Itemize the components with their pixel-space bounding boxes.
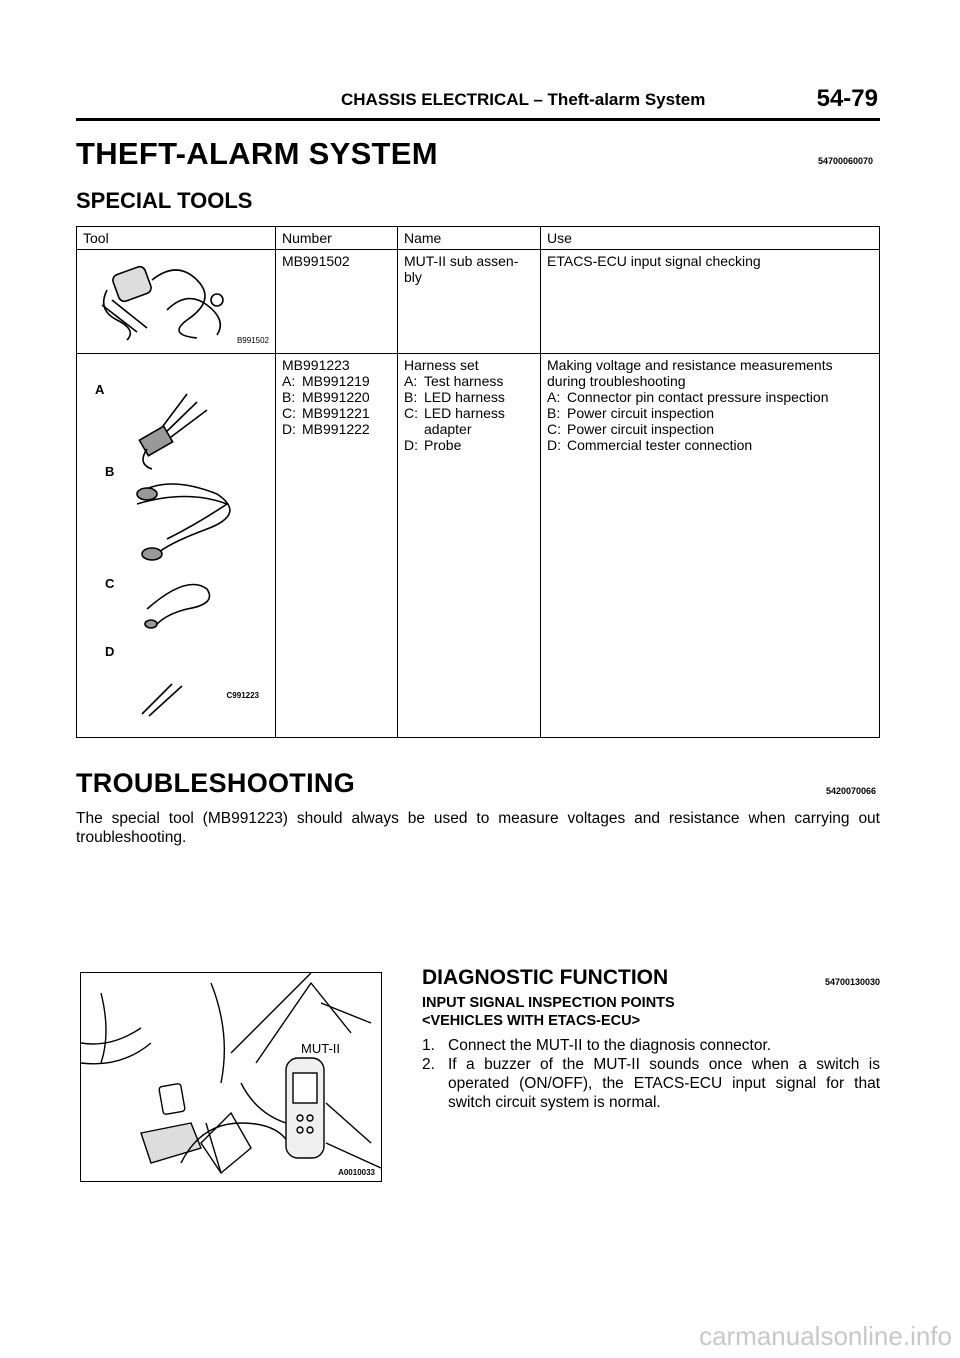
diagnostic-subheading-vehicles: <VEHICLES WITH ETACS-ECU> [422, 1013, 641, 1029]
table-row [77, 354, 880, 738]
item-key: C: [282, 405, 296, 421]
item-key: A: [404, 373, 418, 389]
tool-image-code: B991502 [236, 336, 269, 345]
col-header-number: Number [276, 227, 398, 250]
item-key: C: [547, 421, 561, 437]
tool-image-cell [77, 354, 276, 738]
col-header-name: Name [398, 227, 541, 250]
special-tools-heading: SPECIAL TOOLS [76, 188, 253, 213]
watermark-footer: carmanualsonline.info [699, 1321, 952, 1351]
item-key: D: [547, 437, 561, 453]
main-title: THEFT-ALARM SYSTEM [76, 136, 438, 171]
tool-image-cell [77, 250, 276, 354]
troubleshooting-code: 5420070066 [826, 786, 877, 796]
mut-ii-connection-illustration [81, 973, 381, 1181]
figure-label: MUT-II [301, 1041, 340, 1056]
page-number: 54-79 [816, 85, 878, 112]
diagnostic-section [422, 966, 880, 1112]
tool-number: MB991502 [276, 250, 398, 354]
tool-use-cell [541, 354, 880, 738]
item-key: D: [404, 437, 418, 453]
harness-set-illustration [77, 354, 263, 732]
tool-name: Harness set [404, 357, 479, 373]
item-key: B: [404, 389, 418, 405]
item-value: Connector pin contact pressure inspection [567, 389, 829, 405]
item-value: Power circuit inspection [567, 405, 715, 421]
item-value: MB991219 [302, 373, 370, 389]
item-value: Commercial tester connection [567, 437, 753, 453]
tool-number: MB991223 [282, 357, 350, 373]
step-number: 2. [422, 1056, 435, 1073]
troubleshooting-text: The special tool (MB991223) should always be used to measure voltages and resistance when carrying out troubleshooting. [76, 810, 880, 846]
main-title-code: 54700060070 [818, 156, 874, 166]
tool-name-cell [398, 354, 541, 738]
item-key: B: [547, 405, 561, 421]
diagnostic-steps [422, 1036, 880, 1112]
item-value: LED harness [424, 389, 505, 405]
item-key: A: [282, 373, 296, 389]
diagnosis-figure [80, 972, 382, 1182]
header-rule [76, 118, 880, 121]
item-value: LED harness adapter [424, 405, 505, 437]
special-tools-table [76, 226, 880, 738]
tool-name: MUT-II sub assen-bly [398, 250, 541, 354]
item-key: B: [282, 389, 296, 405]
image-label-c: C [105, 576, 115, 591]
section-title: CHASSIS ELECTRICAL – Theft-alarm System [341, 90, 706, 109]
step-text: Connect the MUT-II to the diagnosis connector. [448, 1037, 772, 1054]
diagnostic-subheading: INPUT SIGNAL INSPECTION POINTS [422, 995, 675, 1011]
tool-use: ETACS-ECU input signal checking [541, 250, 880, 354]
item-key: D: [282, 421, 296, 437]
image-label-a: A [95, 382, 105, 397]
item-key: C: [404, 405, 418, 421]
list-item [422, 1036, 880, 1055]
item-value: MB991221 [302, 405, 370, 421]
item-value: MB991222 [302, 421, 370, 437]
step-text: If a buzzer of the MUT-II sounds once when a switch is operated (ON/OFF), the ETACS-ECU input signal for that switch circuit system is normal. [448, 1056, 880, 1111]
col-header-tool: Tool [77, 227, 276, 250]
troubleshooting-heading: TROUBLESHOOTING [76, 768, 355, 798]
diagnostic-heading: DIAGNOSTIC FUNCTION [422, 966, 669, 989]
item-value: Test harness [424, 373, 504, 389]
diagnostic-code: 54700130030 [824, 977, 880, 987]
table-header-row [77, 227, 880, 250]
tool-image-code: C991223 [226, 691, 259, 700]
item-value: MB991220 [302, 389, 370, 405]
page-header [76, 0, 880, 122]
image-label-d: D [105, 644, 115, 659]
step-number: 1. [422, 1037, 435, 1054]
image-label-b: B [105, 464, 115, 479]
tool-use: Making voltage and resistance measurements during troubleshooting [547, 357, 833, 389]
item-value: Power circuit inspection [567, 421, 715, 437]
table-row [77, 250, 880, 354]
tool-number-cell [276, 354, 398, 738]
item-key: A: [547, 389, 561, 405]
figure-code: A0010033 [338, 1168, 375, 1177]
col-header-use: Use [541, 227, 880, 250]
list-item [422, 1055, 880, 1112]
mut-ii-sub-assembly-illustration [77, 250, 263, 348]
item-value: Probe [424, 437, 462, 453]
